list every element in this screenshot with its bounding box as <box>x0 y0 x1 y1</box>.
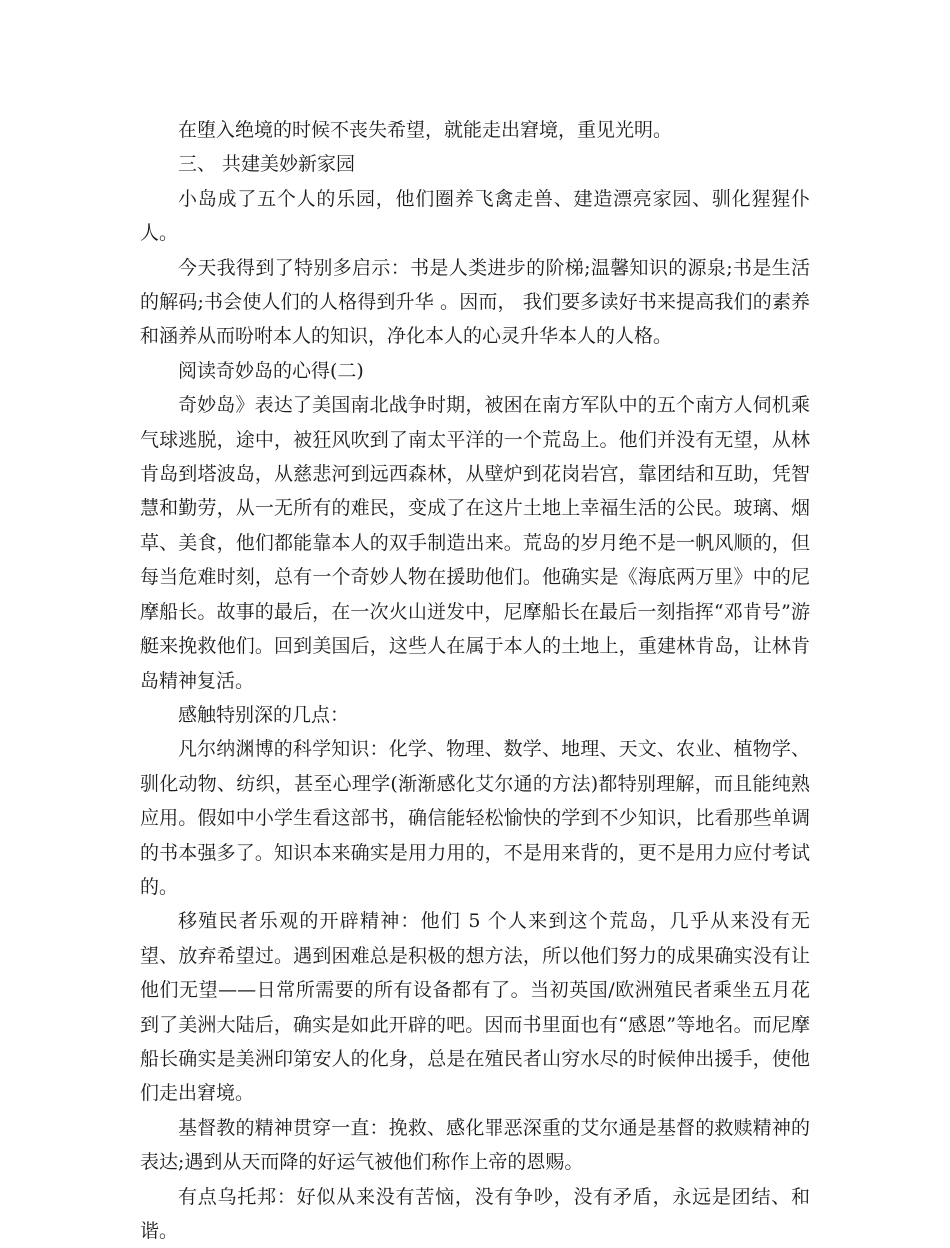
paragraph-key-points-intro: 感触特别深的几点： <box>178 703 350 726</box>
paragraph-island-paradise: 小岛成了五个人的乐园，他们圈养飞禽走兽、建造漂亮家园、驯化猩猩仆人。 <box>140 187 810 245</box>
paragraph-christian-spirit: 基督教的精神贯穿一直：挽救、感化罪恶深重的艾尔通是基督的救赎精神的表达;遇到从天而降的好运气被他们称作上帝的恩赐。 <box>140 1116 810 1174</box>
paragraph-hope: 在堕入绝境的时候不丧失希望，就能走出窘境，重见光明。 <box>178 119 673 141</box>
paragraph-utopia: 有点乌托邦：好似从来没有苦恼，没有争吵，没有矛盾，永远是团结、和谐。 <box>140 1185 810 1242</box>
document-body <box>140 113 810 1248</box>
paragraph-story-summary: 奇妙岛》表达了美国南北战争时期，被困在南方军队中的五个南方人伺机乘气球逃脱，途中，被狂风吹到了南太平洋的一个荒岛上。他们并没有无望，从林肯岛到塔波岛，从慈悲河到远西森林，从壁炉到花岗岩宫，靠团结和互助，凭智慧和勤劳，从一无所有的难民，变成了在这片土地上幸福生活的公民。玻璃、烟草、美食，他们都能靠本人的双手制造出来。荒岛的岁月绝不是一帆风顺的，但每当危难时刻，总有一个奇妙人物在援助他们。他确实是《海底两万里》中的尼摩船长。故事的最后，在一次火山迸发中，尼摩船长在最后一刻指挥“邓肯号”游艇来挽救他们。回到美国后，这些人在属于本人的土地上，重建林肯岛，让林肯岛精神复活。 <box>140 394 810 692</box>
section-heading-new-home: 三、 共建美妙新家园 <box>178 153 356 176</box>
paragraph-pioneer-spirit: 移殖民者乐观的开辟精神：他们 5 个人来到这个荒岛，几乎从来没有无望、放弃希望过。遇到困难总是积极的想方法，所以他们努力的成果确实没有让他们无望——日常所需要的所有设备都有了。当初英国/欧洲殖民者乘坐五月花到了美洲大陆后，确实是如此开辟的吧。因而书里面也有“感恩”等地名。而尼摩船长确实是美洲印第安人的化身，总是在殖民者山穷水尽的时候伸出援手，使他们走出窘境。 <box>140 910 810 1105</box>
section-heading-reading-notes-2: 阅读奇妙岛的心得(二) <box>178 359 364 382</box>
paragraph-revelation: 今天我得到了特别多启示：书是人类进步的阶梯;温馨知识的源泉;书是生活的解码;书会使人们的人格得到升华 。因而， 我们要多读好书来提高我们的素养和涵养从而吩咐本人的知识，净化本人的心灵升华本人的人格。 <box>140 256 810 348</box>
paragraph-science-knowledge: 凡尔纳渊博的科学知识：化学、物理、数学、地理、天文、农业、植物学、驯化动物、纺织，甚至心理学(渐渐感化艾尔通的方法)都特别理解，而且能纯熟应用。假如中小学生看这部书，确信能轻松愉快的学到不少知识，比看那些单调的书本强多了。知识本来确实是用力用的，不是用来背的，更不是用力应付考试的。 <box>140 738 810 898</box>
